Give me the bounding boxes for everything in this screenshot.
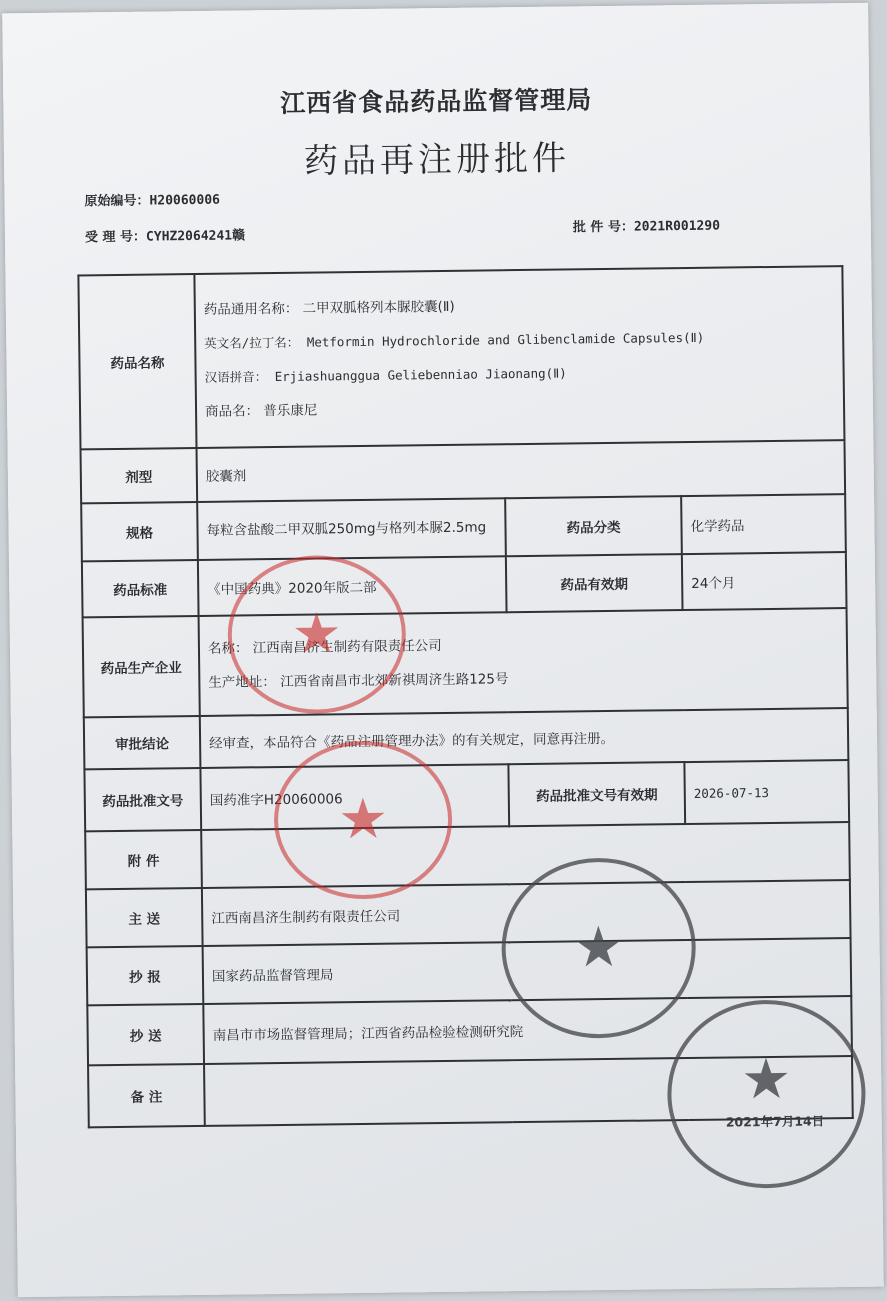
approval-form-table [77, 265, 853, 1128]
seal-star-icon: ★ [337, 786, 389, 853]
row-dosage-form [81, 440, 846, 503]
manufacturer-address: 生产地址： 江西省南昌市北郊新祺周济生路125号 [208, 671, 509, 691]
seal-star-icon: ★ [740, 1046, 792, 1112]
trade-name: 商品名： 普乐康尼 [204, 402, 318, 420]
dosage-form-value: 胶囊剂 [197, 440, 846, 502]
conclusion-value: 经审查，本品符合《药品注册管理办法》的有关规定，同意再注册。 [200, 708, 849, 768]
spec-value: 每粒含盐酸二甲双胍250mg与格列本脲2.5mg [197, 498, 506, 560]
acceptance-number: 受 理 号：CYHZ2064241赣 [84, 228, 246, 246]
remarks-label: 备 注 [88, 1064, 205, 1127]
document-title: 药品再注册批件 [303, 138, 571, 182]
row-spec [81, 494, 846, 561]
validity-value: 24个月 [682, 552, 847, 610]
approval-doc-value: 国药准字H20060006 [200, 764, 509, 830]
row-drug-name [78, 266, 844, 449]
cc-send-label: 抄 送 [87, 1004, 204, 1065]
cc-report-value: 国家药品监督管理局 [203, 938, 852, 1004]
seal-star-icon: ★ [291, 601, 343, 667]
manufacturer-label: 药品生产企业 [83, 616, 200, 717]
row-conclusion [84, 708, 849, 769]
seal-star-icon: ★ [573, 914, 625, 981]
standard-label: 药品标准 [82, 560, 199, 617]
row-recipient [86, 880, 851, 947]
generic-name: 药品通用名称： 二甲双胍格列本脲胶囊(Ⅱ) [203, 298, 455, 318]
category-value: 化学药品 [681, 494, 846, 554]
approval-number: 批 件 号：2021R001290 [572, 218, 721, 236]
english-name: 英文名/拉丁名： Metformin Hydrochloride and Glibenclamide Capsules(Ⅱ) [204, 329, 705, 351]
spec-label: 规格 [81, 502, 198, 561]
conclusion-label: 审批结论 [84, 716, 201, 769]
approval-doc-label: 药品批准文号 [84, 768, 201, 831]
cc-report-label: 抄 报 [87, 946, 204, 1005]
cc-send-value: 南昌市市场监督管理局；江西省药品检验检测研究院 [203, 996, 852, 1064]
original-number: 原始编号：H20060006 [84, 192, 221, 210]
approval-document [2, 3, 884, 1297]
row-cc-report [87, 938, 852, 1005]
approval-doc-validity-label: 药品批准文号有效期 [508, 762, 685, 826]
drug-name-label: 药品名称 [78, 274, 196, 449]
recipient-value: 江西南昌济生制药有限责任公司 [202, 880, 851, 946]
category-label: 药品分类 [505, 496, 682, 556]
issuing-agency: 江西省食品药品监督管理局 [280, 85, 593, 118]
validity-label: 药品有效期 [506, 554, 683, 612]
row-attachment [85, 822, 850, 889]
drug-name-cell [194, 266, 844, 448]
attachment-label: 附 件 [85, 830, 202, 889]
bureau-seal-icon [666, 999, 866, 1189]
row-manufacturer [83, 608, 848, 717]
issue-date: 2021年7月14日 [725, 1113, 825, 1130]
standard-value: 《中国药典》2020年版二部 [198, 556, 507, 616]
recipient-label: 主 送 [86, 888, 203, 947]
row-approval-doc [84, 760, 849, 831]
row-standard [82, 552, 847, 617]
approval-doc-validity-value: 2026-07-13 [684, 760, 849, 824]
pinyin-name: 汉语拼音： Erjiashuanggua Geliebenniao Jiaonang(Ⅱ) [204, 365, 567, 385]
dosage-form-label: 剂型 [81, 448, 198, 503]
manufacturer-name: 名称： 江西南昌济生制药有限责任公司 [207, 638, 442, 657]
